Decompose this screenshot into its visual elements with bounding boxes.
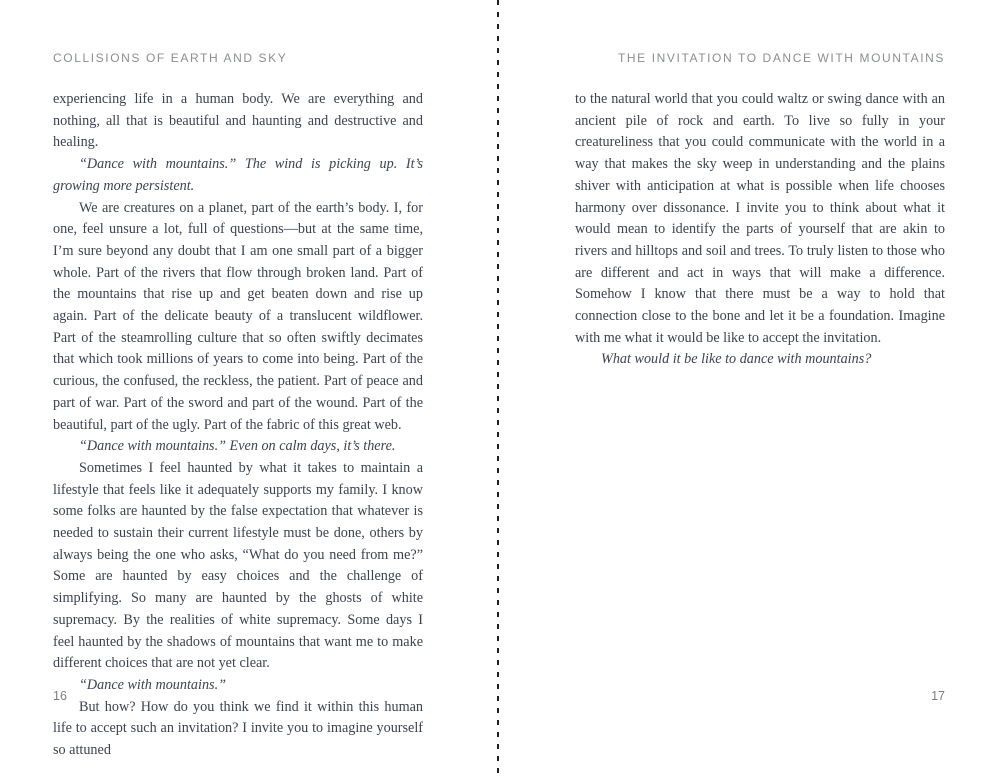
right-page xyxy=(575,0,945,777)
body-paragraph: Sometimes I feel haunted by what it takes to maintain a lifestyle that feels like it adequately supports my family. I know some folks are haunted by the false expectation that whatever is needed to sustain their current lifestyle must be done, others by always being the one who asks, “What do you need from me?” Some are haunted by easy choices and the challenge of simplifying. So many are haunted by the ghosts of white supremacy. By the realities of white supremacy. Some days I feel haunted by the shadows of mountains that want me to make different choices that are not yet clear. xyxy=(53,459,423,672)
left-page-body xyxy=(53,89,423,762)
running-head-right: THE INVITATION TO DANCE WITH MOUNTAINS xyxy=(617,51,945,65)
body-paragraph: to the natural world that you could waltz or swing dance with an ancient pile of rock and earth. To live so fully in your creatureliness that you could communicate with the world in a way that makes the sky weep in understanding and the plains shiver with anticipation at what is possible when life chooses harmony over dissonance. I invite you to think about what it would mean to identify the parts of yourself that are akin to rivers and hilltops and soil and trees. To truly listen to those who are different and act in ways that will make a difference. Somehow I know that there must be a way to hold that connection close to the bone and let it be a foundation. Imagine with me what it would be like to accept the invitation. xyxy=(575,91,945,346)
body-paragraph: What would it be like to dance with mountains? xyxy=(601,351,872,368)
body-paragraph: experiencing life in a human body. We are everything and nothing, all that is beautiful and haunting and destructive and healing. xyxy=(53,91,423,151)
body-paragraph: We are creatures on a planet, part of the earth’s body. I, for one, feel unsure a lot, full of questions—but at the same time, I’m sure beyond any doubt that I am one small part of a bigger whole. Part of the rivers that flow through broken land. Part of the mountains that rise up and get beaten down and rise up again. Part of the delicate beauty of a translucent wildflower. Part of the steamrolling culture that so often swiftly decimates that which took millions of years to come into being. Part of the curious, the confused, the reckless, the patient. Part of peace and part of war. Part of the sword and part of the wound. Part of the beautiful, part of the ugly. Part of the fabric of this great web. xyxy=(53,199,423,433)
page-number-right: 17 xyxy=(931,689,945,703)
running-head-left: COLLISIONS OF EARTH AND SKY xyxy=(53,51,288,65)
gutter-dashed-line xyxy=(497,0,499,777)
right-page-body xyxy=(575,89,945,371)
body-paragraph: “Dance with mountains.” The wind is picking up. It’s growing more persistent. xyxy=(53,156,423,194)
body-paragraph: “Dance with mountains.” Even on calm days, it’s there. xyxy=(79,438,396,455)
left-page xyxy=(53,0,423,777)
body-paragraph: But how? How do you think we find it within this human life to accept such an invitation? I invite you to imagine yourself so attuned xyxy=(53,698,423,759)
page-number-left: 16 xyxy=(53,689,67,703)
body-paragraph: “Dance with mountains.” xyxy=(79,676,227,693)
